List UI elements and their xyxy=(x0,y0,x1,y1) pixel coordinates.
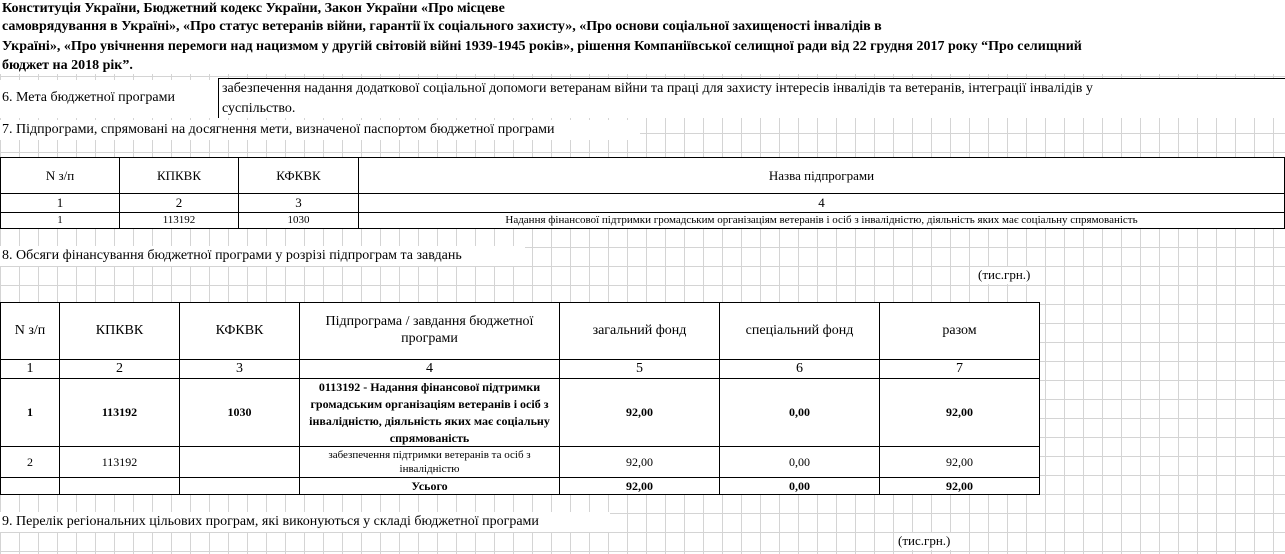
s7-header-kfkvk: КФКВК xyxy=(238,157,359,194)
goal-text-line-1: забезпечення надання додаткової соціальної допомоги ветеранам війни та праці для захисту інтересів інвалідів та ветеранів, інтеграції інвалідів у xyxy=(222,81,1093,96)
s7-number-1: 1 xyxy=(0,193,120,213)
goal-text-line-2: суспільство. xyxy=(222,101,296,116)
section-7-title: 7. Підпрограми, спрямовані на досягнення мети, визначеної паспортом бюджетної програми xyxy=(2,122,555,137)
s8-number-5: 5 xyxy=(559,359,720,379)
s7-number-4: 4 xyxy=(358,193,1285,213)
s8-row1-total: 92,00 xyxy=(879,378,1040,447)
legal-basis-line-4: бюджет на 2018 рік”. xyxy=(2,58,133,73)
goal-label-cell xyxy=(0,80,218,118)
s8-total-label: Усього xyxy=(299,477,560,495)
s8-number-2: 2 xyxy=(59,359,180,379)
s7-number-2: 2 xyxy=(119,193,239,213)
section-7-title-bg xyxy=(0,120,640,140)
s8-header-task: Підпрограма / завдання бюджетної програми xyxy=(299,302,560,360)
s8-header-n: N з/п xyxy=(0,302,60,360)
goal-text-cell xyxy=(218,78,1285,118)
section-9-title-bg xyxy=(0,512,610,532)
section-8-unit: (тис.грн.) xyxy=(978,267,1040,284)
s8-total-kfkvk xyxy=(179,477,300,495)
s8-row1-general-fund: 92,00 xyxy=(559,378,720,447)
s8-row2-kfkvk xyxy=(179,446,300,478)
s8-number-6: 6 xyxy=(719,359,880,379)
s8-header-general-fund: загальний фонд xyxy=(559,302,720,360)
s7-header-name: Назва підпрограми xyxy=(358,157,1285,194)
s8-total-total: 92,00 xyxy=(879,477,1040,495)
s7-row-kfkvk: 1030 xyxy=(238,212,359,229)
s8-row2-n: 2 xyxy=(0,446,60,478)
section-9-title: 9. Перелік регіональних цільових програм, які виконуються у складі бюджетної програми xyxy=(2,514,539,529)
s8-row1-task: 0113192 - Надання фінансової підтримки громадським організаціям ветеранів і осіб з інвалідністю, діяльність яких має соціальну спрямованість xyxy=(299,378,560,447)
section-9-unit: (тис.грн.) xyxy=(898,533,960,550)
section-8-title: 8. Обсяги фінансування бюджетної програми у розрізі підпрограм та завдань xyxy=(2,248,462,263)
s8-row2-general-fund: 92,00 xyxy=(559,446,720,478)
s8-header-kfkvk: КФКВК xyxy=(179,302,300,360)
s7-number-3: 3 xyxy=(238,193,359,213)
s8-row1-kfkvk: 1030 xyxy=(179,378,300,447)
legal-basis-line-1: Конституція України, Бюджетний кодекс України, Закон України «Про місцеве xyxy=(2,1,505,16)
s8-row1-n: 1 xyxy=(0,378,60,447)
s8-row1-kpkvk: 113192 xyxy=(59,378,180,447)
s8-total-special-fund: 0,00 xyxy=(719,477,880,495)
s7-row-kpkvk: 113192 xyxy=(119,212,239,229)
s7-row-n: 1 xyxy=(0,212,120,229)
s8-row2-special-fund: 0,00 xyxy=(719,446,880,478)
legal-basis-block xyxy=(0,0,1285,74)
section-8-title-bg xyxy=(0,246,525,266)
s7-header-kpkvk: КПКВК xyxy=(119,157,239,194)
s8-header-special-fund: спеціальний фонд xyxy=(719,302,880,360)
s8-row2-task: забезпечення підтримки ветеранів та осіб з інвалідністю xyxy=(299,446,560,478)
s8-number-3: 3 xyxy=(179,359,300,379)
s8-total-kpkvk xyxy=(59,477,180,495)
s7-header-n: N з/п xyxy=(0,157,120,194)
goal-label: 6. Мета бюджетної програми xyxy=(2,90,175,105)
s8-total-n xyxy=(0,477,60,495)
s8-number-7: 7 xyxy=(879,359,1040,379)
s7-row-name: Надання фінансової підтримки громадським організаціям ветеранів і осіб з інвалідністю, діяльність яких має соціальну спрямованість xyxy=(358,212,1285,229)
s8-number-4: 4 xyxy=(299,359,560,379)
s8-row2-kpkvk: 113192 xyxy=(59,446,180,478)
s8-total-general-fund: 92,00 xyxy=(559,477,720,495)
s8-header-kpkvk: КПКВК xyxy=(59,302,180,360)
legal-basis-line-3: Україні», «Про увічнення перемоги над нацизмом у другій світовій війні 1939-1945 років», рішення Компаніївської селищної ради від 22 грудня 2017 року “Про селищний xyxy=(2,39,1082,54)
s8-row2-total: 92,00 xyxy=(879,446,1040,478)
s8-number-1: 1 xyxy=(0,359,60,379)
s8-row1-special-fund: 0,00 xyxy=(719,378,880,447)
s8-header-total: разом xyxy=(879,302,1040,360)
legal-basis-line-2: самоврядування в Україні», «Про статус ветеранів війни, гарантії їх соціального захисту», «Про основи соціальної захищеності інвалідів в xyxy=(2,19,882,34)
